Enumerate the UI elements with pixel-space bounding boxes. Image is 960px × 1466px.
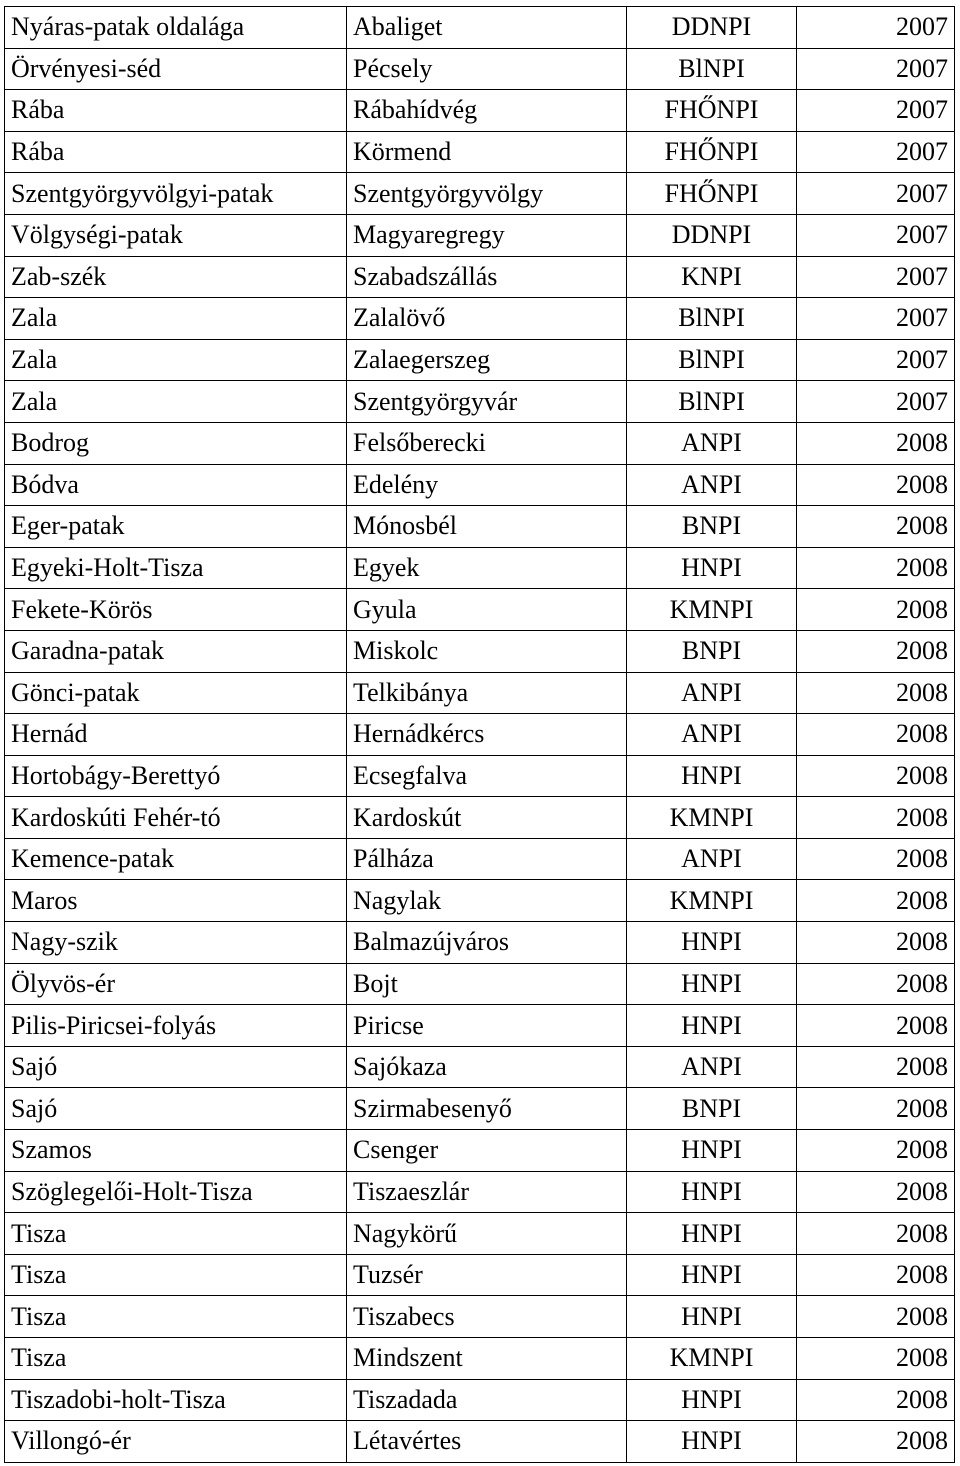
location-cell: Abaliget [347, 7, 627, 49]
table-row [5, 339, 955, 381]
agency-cell: KMNPI [627, 880, 797, 922]
year-cell: 2007 [797, 381, 955, 423]
location-cell: Egyek [347, 547, 627, 589]
year-cell: 2008 [797, 1296, 955, 1338]
water-name-cell: Kemence-patak [5, 838, 347, 880]
table-row [5, 464, 955, 506]
agency-cell: KNPI [627, 256, 797, 298]
location-cell: Tiszaeszlár [347, 1171, 627, 1213]
table-row [5, 880, 955, 922]
agency-cell: ANPI [627, 422, 797, 464]
location-cell: Nagykörű [347, 1213, 627, 1255]
table-row [5, 1046, 955, 1088]
year-cell: 2008 [797, 1005, 955, 1047]
water-name-cell: Villongó-ér [5, 1421, 347, 1463]
data-table [4, 6, 955, 1463]
location-cell: Tuzsér [347, 1254, 627, 1296]
year-cell: 2008 [797, 1254, 955, 1296]
water-name-cell: Rába [5, 90, 347, 132]
year-cell: 2008 [797, 714, 955, 756]
water-name-cell: Szentgyörgyvölgyi-patak [5, 173, 347, 215]
water-name-cell: Egyeki-Holt-Tisza [5, 547, 347, 589]
table-row [5, 131, 955, 173]
year-cell: 2008 [797, 630, 955, 672]
water-name-cell: Bodrog [5, 422, 347, 464]
year-cell: 2008 [797, 1338, 955, 1380]
agency-cell: FHŐNPI [627, 173, 797, 215]
table-row [5, 672, 955, 714]
agency-cell: BlNPI [627, 339, 797, 381]
water-name-cell: Tisza [5, 1338, 347, 1380]
table-row [5, 48, 955, 90]
year-cell: 2008 [797, 1379, 955, 1421]
year-cell: 2007 [797, 48, 955, 90]
location-cell: Nagylak [347, 880, 627, 922]
location-cell: Rábahídvég [347, 90, 627, 132]
agency-cell: ANPI [627, 464, 797, 506]
year-cell: 2008 [797, 1171, 955, 1213]
water-name-cell: Rába [5, 131, 347, 173]
table-row [5, 1254, 955, 1296]
year-cell: 2007 [797, 298, 955, 340]
agency-cell: HNPI [627, 1213, 797, 1255]
water-name-cell: Sajó [5, 1046, 347, 1088]
location-cell: Miskolc [347, 630, 627, 672]
table-row [5, 1379, 955, 1421]
agency-cell: HNPI [627, 547, 797, 589]
year-cell: 2008 [797, 797, 955, 839]
location-cell: Csenger [347, 1130, 627, 1172]
agency-cell: ANPI [627, 672, 797, 714]
water-name-cell: Hernád [5, 714, 347, 756]
location-cell: Pécsely [347, 48, 627, 90]
table-row [5, 838, 955, 880]
table-row [5, 755, 955, 797]
location-cell: Tiszabecs [347, 1296, 627, 1338]
water-name-cell: Nagy-szik [5, 922, 347, 964]
year-cell: 2008 [797, 422, 955, 464]
table-row [5, 1005, 955, 1047]
water-name-cell: Garadna-patak [5, 630, 347, 672]
water-name-cell: Örvényesi-séd [5, 48, 347, 90]
agency-cell: HNPI [627, 1171, 797, 1213]
table-row [5, 589, 955, 631]
year-cell: 2007 [797, 7, 955, 49]
agency-cell: DDNPI [627, 214, 797, 256]
location-cell: Körmend [347, 131, 627, 173]
location-cell: Zalaegerszeg [347, 339, 627, 381]
water-name-cell: Kardoskúti Fehér-tó [5, 797, 347, 839]
table-body [5, 7, 955, 1463]
location-cell: Gyula [347, 589, 627, 631]
year-cell: 2008 [797, 1421, 955, 1463]
location-cell: Létavértes [347, 1421, 627, 1463]
table-row [5, 1296, 955, 1338]
water-name-cell: Zab-szék [5, 256, 347, 298]
water-name-cell: Zala [5, 298, 347, 340]
location-cell: Pálháza [347, 838, 627, 880]
year-cell: 2008 [797, 672, 955, 714]
agency-cell: BNPI [627, 506, 797, 548]
water-name-cell: Szöglegelői-Holt-Tisza [5, 1171, 347, 1213]
table-row [5, 630, 955, 672]
water-name-cell: Tisza [5, 1213, 347, 1255]
water-name-cell: Völgységi-patak [5, 214, 347, 256]
agency-cell: HNPI [627, 1421, 797, 1463]
year-cell: 2008 [797, 1130, 955, 1172]
agency-cell: KMNPI [627, 797, 797, 839]
agency-cell: HNPI [627, 755, 797, 797]
year-cell: 2008 [797, 1088, 955, 1130]
location-cell: Tiszadada [347, 1379, 627, 1421]
agency-cell: HNPI [627, 1005, 797, 1047]
table-row [5, 547, 955, 589]
location-cell: Magyaregregy [347, 214, 627, 256]
table-row [5, 1421, 955, 1463]
location-cell: Ecsegfalva [347, 755, 627, 797]
table-row [5, 1171, 955, 1213]
table-row [5, 7, 955, 49]
location-cell: Edelény [347, 464, 627, 506]
table-row [5, 1338, 955, 1380]
location-cell: Szentgyörgyvölgy [347, 173, 627, 215]
table-row [5, 422, 955, 464]
table-row [5, 173, 955, 215]
water-name-cell: Zala [5, 339, 347, 381]
table-row [5, 256, 955, 298]
water-name-cell: Nyáras-patak oldalága [5, 7, 347, 49]
agency-cell: KMNPI [627, 589, 797, 631]
table-row [5, 1213, 955, 1255]
location-cell: Piricse [347, 1005, 627, 1047]
year-cell: 2008 [797, 1213, 955, 1255]
year-cell: 2008 [797, 922, 955, 964]
agency-cell: FHŐNPI [627, 131, 797, 173]
agency-cell: BlNPI [627, 48, 797, 90]
water-name-cell: Hortobágy-Berettyó [5, 755, 347, 797]
year-cell: 2007 [797, 256, 955, 298]
location-cell: Zalalövő [347, 298, 627, 340]
location-cell: Sajókaza [347, 1046, 627, 1088]
water-name-cell: Fekete-Körös [5, 589, 347, 631]
water-name-cell: Tiszadobi-holt-Tisza [5, 1379, 347, 1421]
year-cell: 2008 [797, 880, 955, 922]
location-cell: Hernádkércs [347, 714, 627, 756]
water-name-cell: Ölyvös-ér [5, 963, 347, 1005]
location-cell: Telkibánya [347, 672, 627, 714]
location-cell: Bojt [347, 963, 627, 1005]
water-name-cell: Szamos [5, 1130, 347, 1172]
water-name-cell: Sajó [5, 1088, 347, 1130]
agency-cell: HNPI [627, 1254, 797, 1296]
water-name-cell: Zala [5, 381, 347, 423]
agency-cell: BlNPI [627, 381, 797, 423]
year-cell: 2008 [797, 1046, 955, 1088]
location-cell: Mónosbél [347, 506, 627, 548]
year-cell: 2008 [797, 589, 955, 631]
agency-cell: HNPI [627, 1296, 797, 1338]
year-cell: 2008 [797, 547, 955, 589]
agency-cell: BNPI [627, 630, 797, 672]
year-cell: 2007 [797, 339, 955, 381]
table-row [5, 797, 955, 839]
water-name-cell: Bódva [5, 464, 347, 506]
agency-cell: KMNPI [627, 1338, 797, 1380]
water-name-cell: Gönci-patak [5, 672, 347, 714]
agency-cell: DDNPI [627, 7, 797, 49]
location-cell: Mindszent [347, 1338, 627, 1380]
agency-cell: BNPI [627, 1088, 797, 1130]
year-cell: 2007 [797, 173, 955, 215]
table-row [5, 381, 955, 423]
year-cell: 2007 [797, 90, 955, 132]
year-cell: 2008 [797, 755, 955, 797]
agency-cell: ANPI [627, 838, 797, 880]
water-name-cell: Maros [5, 880, 347, 922]
table-row [5, 922, 955, 964]
agency-cell: BlNPI [627, 298, 797, 340]
year-cell: 2008 [797, 963, 955, 1005]
table-row [5, 90, 955, 132]
table-row [5, 214, 955, 256]
water-name-cell: Tisza [5, 1296, 347, 1338]
location-cell: Kardoskút [347, 797, 627, 839]
agency-cell: HNPI [627, 963, 797, 1005]
agency-cell: ANPI [627, 714, 797, 756]
agency-cell: ANPI [627, 1046, 797, 1088]
table-row [5, 714, 955, 756]
year-cell: 2008 [797, 506, 955, 548]
year-cell: 2008 [797, 464, 955, 506]
water-name-cell: Eger-patak [5, 506, 347, 548]
agency-cell: HNPI [627, 1130, 797, 1172]
location-cell: Felsőberecki [347, 422, 627, 464]
year-cell: 2007 [797, 214, 955, 256]
year-cell: 2008 [797, 838, 955, 880]
location-cell: Szabadszállás [347, 256, 627, 298]
table-row [5, 506, 955, 548]
water-name-cell: Tisza [5, 1254, 347, 1296]
table-row [5, 298, 955, 340]
agency-cell: FHŐNPI [627, 90, 797, 132]
agency-cell: HNPI [627, 1379, 797, 1421]
year-cell: 2007 [797, 131, 955, 173]
water-name-cell: Pilis-Piricsei-folyás [5, 1005, 347, 1047]
agency-cell: HNPI [627, 922, 797, 964]
table-row [5, 1088, 955, 1130]
location-cell: Szentgyörgyvár [347, 381, 627, 423]
table-row [5, 1130, 955, 1172]
location-cell: Szirmabesenyő [347, 1088, 627, 1130]
table-row [5, 963, 955, 1005]
location-cell: Balmazújváros [347, 922, 627, 964]
